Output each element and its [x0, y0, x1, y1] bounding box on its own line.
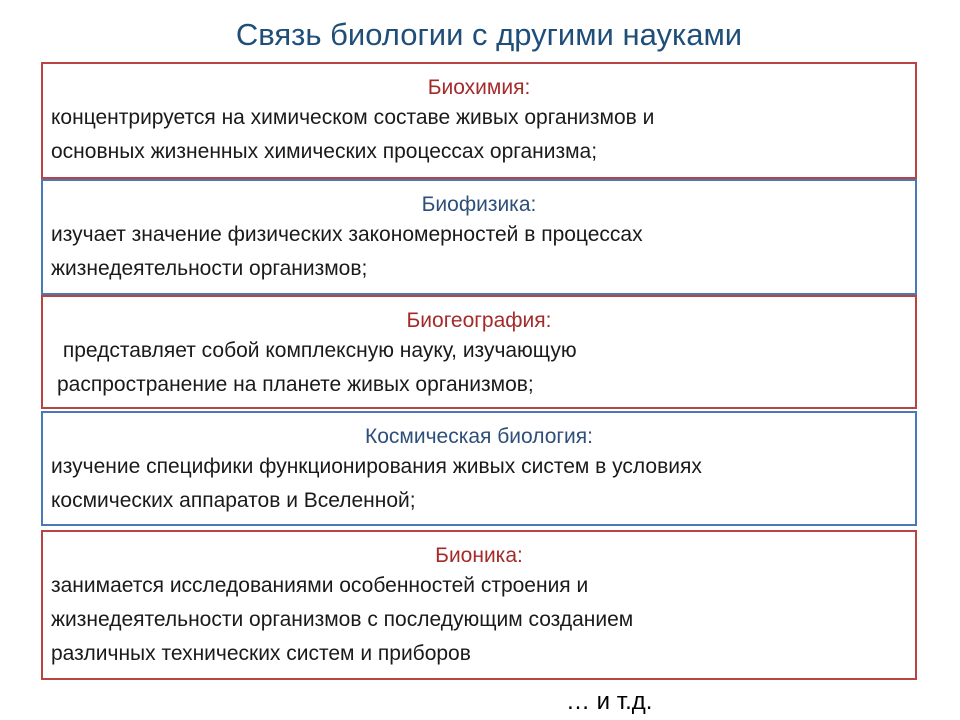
section-text-line: занимается исследованиями особенностей строения и: [51, 574, 589, 597]
footer-etc: … и т.д.: [566, 688, 653, 715]
section-text-line: различных технических систем и приборов: [51, 642, 471, 665]
section-heading: Бионика:: [435, 544, 523, 567]
section-biogeography: [41, 295, 917, 409]
section-text-line: космических аппаратов и Вселенной;: [51, 489, 416, 512]
section-heading: Космическая биология:: [365, 425, 593, 448]
section-heading: Биохимия:: [427, 76, 531, 99]
section-biochemistry: [41, 62, 917, 179]
section-text-line: представляет собой комплексную науку, изучающую: [57, 339, 577, 362]
section-heading: Биофизика:: [421, 193, 537, 216]
slide-title: Связь биологии с другими науками: [235, 17, 743, 52]
section-heading: Биогеография:: [406, 309, 552, 332]
section-biophysics: [41, 179, 917, 295]
section-text-line: распространение на планете живых организмов;: [57, 373, 534, 396]
section-bionics: [41, 530, 917, 680]
section-space-biology: [41, 411, 917, 526]
section-text-line: основных жизненных химических процессах организма;: [51, 140, 598, 163]
section-text-line: жизнедеятельности организмов;: [51, 257, 368, 280]
section-text-line: концентрируется на химическом составе живых организмов и: [51, 106, 655, 129]
section-text-line: изучение специфики функционирования живых систем в условиях: [51, 455, 702, 478]
section-text-line: жизнедеятельности организмов с последующим созданием: [51, 608, 634, 631]
section-text-line: изучает значение физических закономерностей в процессах: [51, 223, 643, 246]
